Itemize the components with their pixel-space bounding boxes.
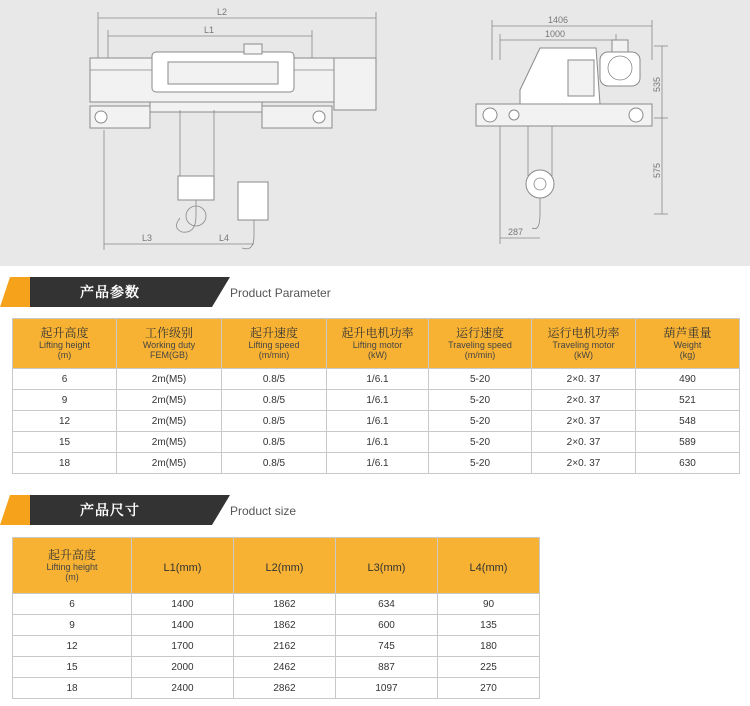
table-cell: 5-20 (429, 369, 532, 390)
table-cell: 18 (13, 678, 132, 699)
table-cell: 1/6.1 (327, 390, 429, 411)
header-unit: (m) (65, 572, 79, 582)
table-row (13, 432, 740, 453)
size-section-title: 产品尺寸 (80, 503, 140, 519)
table-cell: 9 (13, 390, 117, 411)
parameter-header-cell (117, 319, 222, 369)
header-unit: (kW) (574, 350, 593, 360)
table-cell: 5-20 (429, 411, 532, 432)
table-cell: 745 (336, 636, 438, 657)
header-label-cn: 工作级别 (144, 326, 193, 340)
table-row (13, 657, 540, 678)
table-row (13, 453, 740, 474)
dim-1000: 1000 (545, 29, 566, 39)
table-cell: 1862 (234, 615, 336, 636)
table-cell: 2m(M5) (117, 432, 222, 453)
header-label-cn: 起升高度 (40, 326, 89, 340)
parameter-header-cell (532, 319, 636, 369)
dim-535: 535 (652, 76, 662, 92)
table-cell: 0.8/5 (222, 390, 327, 411)
dim-l1: L1 (204, 25, 215, 35)
header-label-en: Weight (673, 340, 702, 350)
table-cell: 12 (13, 411, 117, 432)
table-cell: 521 (636, 390, 740, 411)
parameter-table-body (13, 369, 740, 474)
table-cell: 1/6.1 (327, 369, 429, 390)
param-section-subtitle: Product Parameter (230, 286, 331, 300)
table-cell: 634 (336, 594, 438, 615)
parameter-header-cell (327, 319, 429, 369)
table-cell: 0.8/5 (222, 432, 327, 453)
table-row (13, 678, 540, 699)
table-cell: 15 (13, 432, 117, 453)
table-cell: 2×0. 37 (532, 369, 636, 390)
parameter-table (12, 318, 740, 474)
size-header-cell (336, 538, 438, 594)
header-label: L2(mm) (265, 562, 304, 574)
front-view-drawing (90, 7, 376, 250)
table-cell: 2162 (234, 636, 336, 657)
size-section-tag (0, 495, 230, 525)
dim-287: 287 (508, 227, 524, 237)
header-label-en: Working duty (142, 340, 196, 350)
table-cell: 2×0. 37 (532, 432, 636, 453)
table-row (13, 636, 540, 657)
table-cell: 5-20 (429, 432, 532, 453)
table-cell: 2m(M5) (117, 390, 222, 411)
header-label: L3(mm) (367, 562, 406, 574)
table-cell: 6 (13, 369, 117, 390)
param-section-title: 产品参数 (80, 285, 140, 301)
header-label-cn: 运行速度 (455, 326, 504, 340)
table-cell: 2462 (234, 657, 336, 678)
size-header-cell (234, 538, 336, 594)
table-cell: 6 (13, 594, 132, 615)
table-cell: 9 (13, 615, 132, 636)
size-header-cell (438, 538, 540, 594)
table-cell: 2×0. 37 (532, 411, 636, 432)
table-cell: 2862 (234, 678, 336, 699)
table-cell: 589 (636, 432, 740, 453)
table-row (13, 369, 740, 390)
parameter-header-cell (636, 319, 740, 369)
table-cell: 5-20 (429, 453, 532, 474)
size-table (12, 537, 540, 699)
header-label: L4(mm) (469, 562, 508, 574)
header-label-cn: 葫芦重量 (663, 326, 712, 340)
table-cell: 1400 (132, 615, 234, 636)
table-cell: 2m(M5) (117, 411, 222, 432)
header-unit: FEM(GB) (150, 350, 188, 360)
table-row (13, 594, 540, 615)
header-label-en: Traveling speed (448, 340, 512, 350)
table-cell: 630 (636, 453, 740, 474)
table-cell: 2m(M5) (117, 453, 222, 474)
dim-1406: 1406 (548, 15, 569, 25)
size-table-body (13, 594, 540, 699)
table-cell: 1400 (132, 594, 234, 615)
technical-drawing (0, 0, 750, 266)
header-label-en: Traveling motor (552, 340, 615, 350)
dim-l2: L2 (217, 7, 228, 17)
table-cell: 1/6.1 (327, 411, 429, 432)
table-row (13, 390, 740, 411)
table-cell: 225 (438, 657, 540, 678)
table-cell: 2m(M5) (117, 369, 222, 390)
table-cell: 1862 (234, 594, 336, 615)
header-label-en: Lifting motor (352, 340, 403, 350)
dim-l4: L4 (219, 233, 230, 243)
header-unit: (m/min) (258, 350, 290, 360)
size-header-cell (132, 538, 234, 594)
table-cell: 180 (438, 636, 540, 657)
header-label-en: Lifting height (38, 340, 91, 350)
size-section-header (0, 495, 750, 525)
size-header-cell (13, 538, 132, 594)
header-unit: (m/min) (464, 350, 496, 360)
table-cell: 490 (636, 369, 740, 390)
dim-575: 575 (652, 162, 662, 178)
table-cell: 887 (336, 657, 438, 678)
size-section-subtitle: Product size (230, 504, 297, 518)
table-cell: 2000 (132, 657, 234, 678)
table-cell: 1/6.1 (327, 432, 429, 453)
table-row (13, 615, 540, 636)
table-row (13, 411, 740, 432)
header-label-en: Lifting height (46, 562, 98, 572)
parameter-table-header-row (13, 319, 740, 369)
header-unit: (m) (57, 350, 72, 360)
table-cell: 15 (13, 657, 132, 678)
header-label-cn: 起升电机功率 (341, 326, 414, 340)
table-cell: 548 (636, 411, 740, 432)
parameter-header-cell (222, 319, 327, 369)
header-unit: (kg) (679, 350, 696, 360)
parameter-header-cell (13, 319, 117, 369)
header-unit: (kW) (368, 350, 387, 360)
table-cell: 0.8/5 (222, 369, 327, 390)
table-cell: 1700 (132, 636, 234, 657)
header-label: L1(mm) (163, 562, 202, 574)
table-cell: 18 (13, 453, 117, 474)
param-section-header (0, 277, 750, 307)
table-cell: 600 (336, 615, 438, 636)
parameter-header-cell (429, 319, 532, 369)
table-cell: 270 (438, 678, 540, 699)
param-section-tag (0, 277, 230, 307)
dim-l3: L3 (142, 233, 153, 243)
header-label-cn: 起升速度 (249, 326, 298, 340)
table-cell: 135 (438, 615, 540, 636)
table-cell: 90 (438, 594, 540, 615)
table-cell: 2400 (132, 678, 234, 699)
table-cell: 2×0. 37 (532, 390, 636, 411)
header-label-en: Lifting speed (248, 340, 300, 350)
size-table-header-row (13, 538, 540, 594)
table-cell: 2×0. 37 (532, 453, 636, 474)
table-cell: 5-20 (429, 390, 532, 411)
header-label-cn: 起升高度 (47, 548, 96, 562)
table-cell: 0.8/5 (222, 453, 327, 474)
table-cell: 1097 (336, 678, 438, 699)
table-cell: 12 (13, 636, 132, 657)
side-view-drawing (476, 15, 668, 244)
table-cell: 0.8/5 (222, 411, 327, 432)
header-label-cn: 运行电机功率 (547, 326, 620, 340)
table-cell: 1/6.1 (327, 453, 429, 474)
